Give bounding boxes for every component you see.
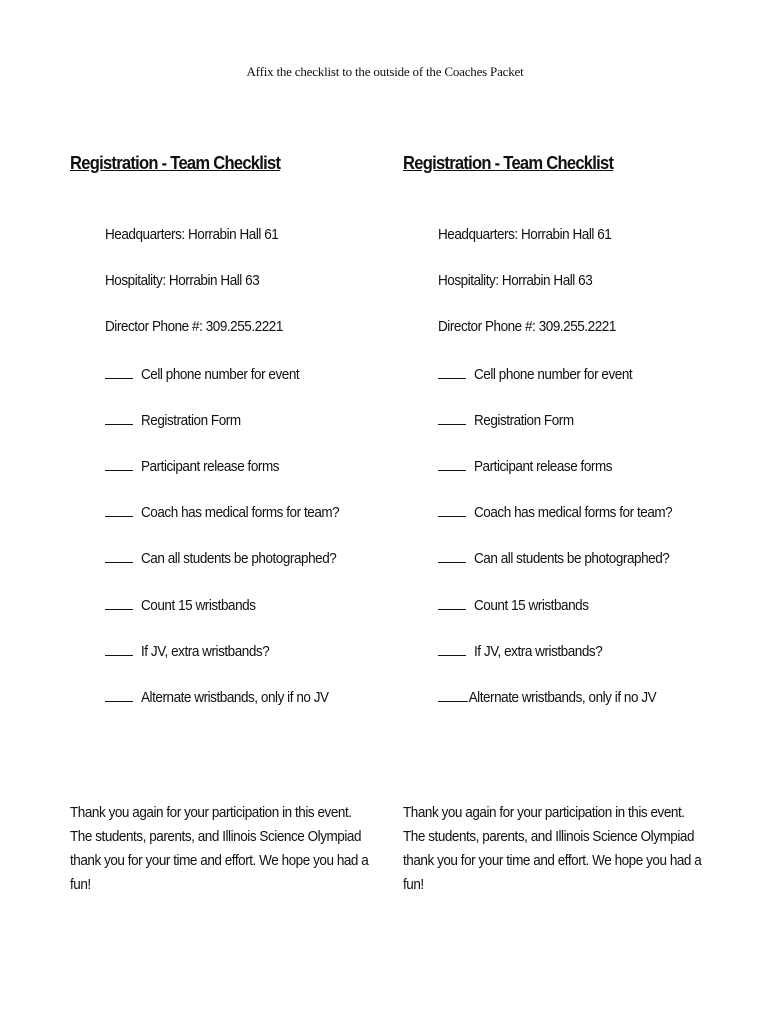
page-instruction: Affix the checklist to the outside of the Coaches Packet — [246, 64, 524, 79]
check-blank[interactable] — [105, 457, 133, 471]
check-blank[interactable] — [105, 642, 133, 656]
check-blank[interactable] — [105, 549, 133, 563]
check-blank[interactable] — [438, 688, 468, 702]
checklist-item: If JV, extra wristbands? — [105, 642, 269, 660]
checklist-item: Coach has medical forms for team? — [105, 503, 339, 521]
director-phone: Director Phone #: 309.255.2221 — [438, 318, 616, 335]
checklist-title: Registration - Team Checklist — [403, 153, 614, 173]
check-blank[interactable] — [105, 365, 133, 379]
hospitality-info: Hospitality: Horrabin Hall 63 — [105, 272, 260, 289]
checklist-item: Can all students be photographed? — [105, 549, 336, 567]
check-blank[interactable] — [438, 411, 466, 425]
checklist-item: If JV, extra wristbands? — [438, 642, 602, 660]
checklist-title: Registration - Team Checklist — [70, 153, 281, 173]
checklist-item: Cell phone number for event — [438, 365, 632, 383]
hospitality-info: Hospitality: Horrabin Hall 63 — [438, 272, 593, 289]
check-blank[interactable] — [105, 411, 133, 425]
check-blank[interactable] — [105, 503, 133, 517]
checklist-item: Registration Form — [105, 411, 241, 429]
check-blank[interactable] — [438, 549, 466, 563]
check-blank[interactable] — [105, 596, 133, 610]
right-checklist — [403, 0, 723, 1024]
checklist-item: Cell phone number for event — [105, 365, 299, 383]
director-phone: Director Phone #: 309.255.2221 — [105, 318, 283, 335]
thank-you-note: Thank you again for your participation in this event. The students, parents, and Illinois Science Olympiad thank you for your time and effort. We hope you had a fun! — [70, 804, 369, 893]
checklist-item: Participant release forms — [438, 457, 612, 475]
check-blank[interactable] — [438, 457, 466, 471]
checklist-item: Registration Form — [438, 411, 574, 429]
headquarters-info: Headquarters: Horrabin Hall 61 — [438, 226, 612, 243]
checklist-item: Alternate wristbands, only if no JV — [438, 688, 656, 706]
check-blank[interactable] — [438, 642, 466, 656]
check-blank[interactable] — [438, 596, 466, 610]
headquarters-info: Headquarters: Horrabin Hall 61 — [105, 226, 279, 243]
checklist-item: Count 15 wristbands — [105, 596, 256, 614]
checklist-item: Participant release forms — [105, 457, 279, 475]
thank-you-note: Thank you again for your participation in this event. The students, parents, and Illinois Science Olympiad thank you for your time and effort. We hope you had a fun! — [403, 804, 702, 893]
checklist-item: Count 15 wristbands — [438, 596, 589, 614]
checklist-item: Coach has medical forms for team? — [438, 503, 672, 521]
checklist-item: Alternate wristbands, only if no JV — [105, 688, 329, 706]
check-blank[interactable] — [438, 503, 466, 517]
check-blank[interactable] — [438, 365, 466, 379]
left-checklist — [70, 0, 390, 1024]
check-blank[interactable] — [105, 688, 133, 702]
checklist-item: Can all students be photographed? — [438, 549, 669, 567]
